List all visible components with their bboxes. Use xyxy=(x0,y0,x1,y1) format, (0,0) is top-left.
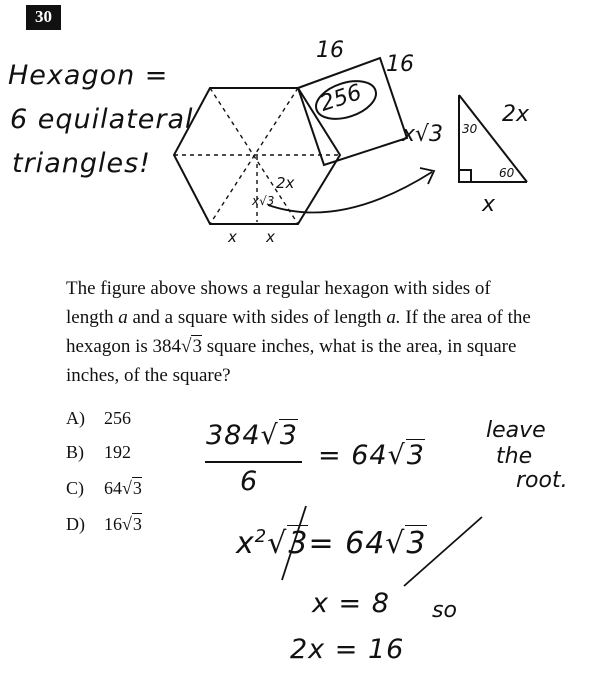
triangle-hypotenuse: 2x xyxy=(502,102,530,127)
choice-b[interactable]: B) 192 xyxy=(66,442,131,462)
square-top-side: 16 xyxy=(316,38,344,63)
triangle-angle-30: 30 xyxy=(462,122,478,136)
hex-inner-hyp: 2x xyxy=(276,174,295,192)
square-right-side: 16 xyxy=(386,52,414,77)
triangle-short-leg: x xyxy=(482,192,496,217)
hex-base-right: x xyxy=(266,228,275,246)
equation-4: 2x = 16 xyxy=(290,634,405,665)
fraction-result: = 64√3 xyxy=(318,440,425,471)
equation-3: x = 8 xyxy=(312,588,390,619)
note-hexagon-line2: 6 equilateral xyxy=(10,104,194,135)
equation-3-so: so xyxy=(432,598,457,623)
note-hexagon-line3: triangles! xyxy=(12,148,151,179)
choice-c[interactable]: C) 64√3 xyxy=(66,478,142,498)
side-note-3: root. xyxy=(516,468,568,493)
question-text: The figure above shows a regular hexagon with sides of length a and a square with sides of length a. If the area of the hexagon is 384√3 square inches, what is the area, in square inches, of the square? xyxy=(66,278,531,386)
triangle-angle-60: 60 xyxy=(499,166,515,180)
square-area-value: 256 xyxy=(317,80,365,117)
hex-base-left: x xyxy=(228,228,237,246)
side-note-2: the xyxy=(496,444,533,469)
equation-2: $x^2√3= 64√3$ xyxy=(236,526,427,561)
fraction-denominator: 6 xyxy=(240,466,259,497)
question-number: 30 xyxy=(26,5,61,30)
note-hexagon-line1: Hexagon = xyxy=(8,60,169,91)
triangle-long-leg: x√3 xyxy=(402,122,444,147)
choice-a[interactable]: A) 256 xyxy=(66,408,131,428)
hex-inner-height: x√3 xyxy=(252,194,275,208)
side-note-1: leave xyxy=(486,418,546,443)
fraction-numerator: 384√3 xyxy=(206,420,298,451)
choice-d[interactable]: D) 16√3 xyxy=(66,514,142,534)
